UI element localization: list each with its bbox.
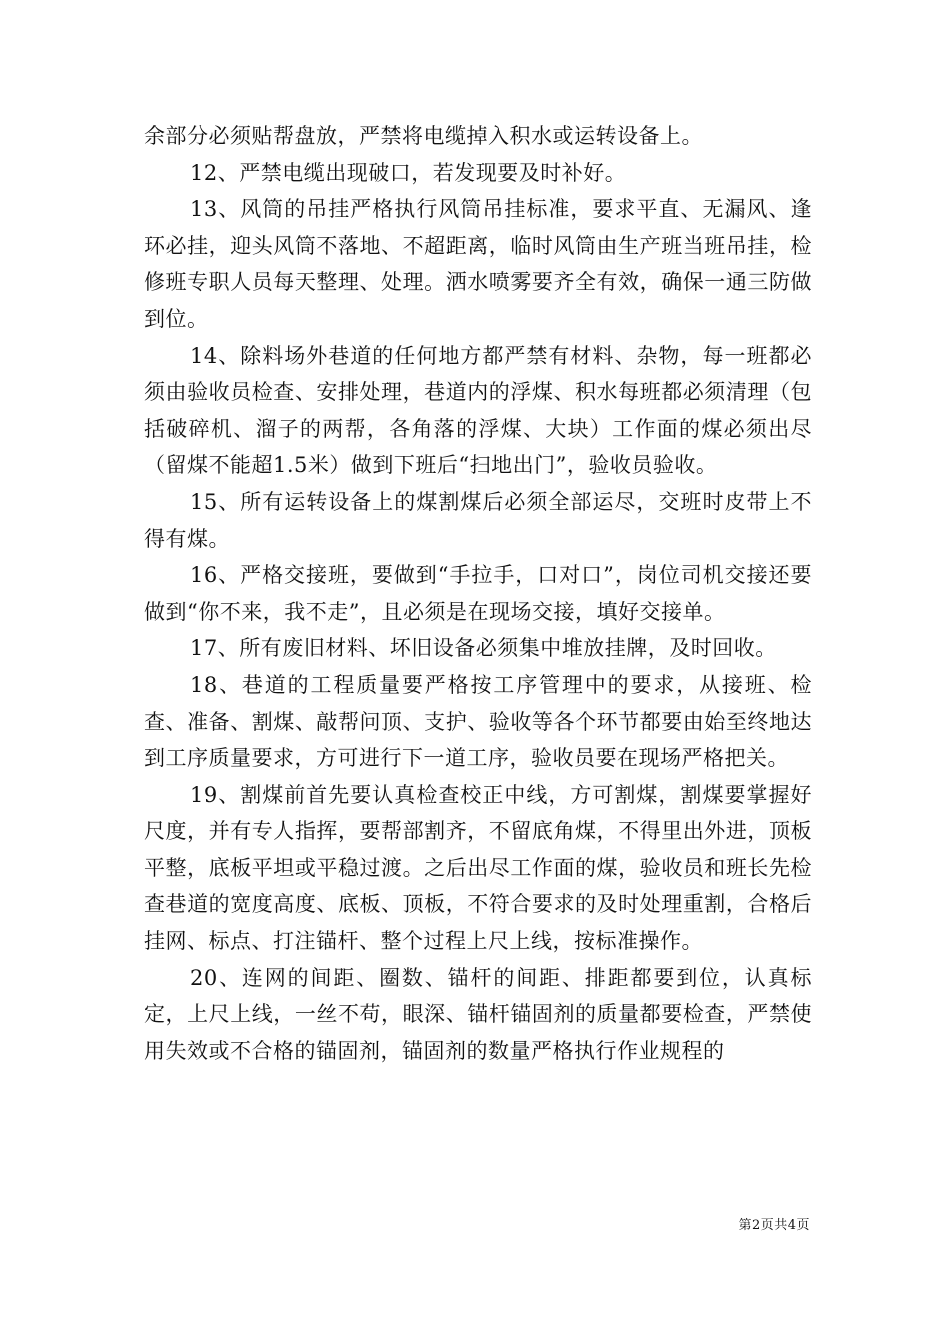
paragraph-item-20: 20、连网的间距、圈数、锚杆的间距、排距都要到位，认真标定，上尺上线，一丝不苟，眼深、锚杆锚固剂的质量都要检查，严禁使用失效或不合格的锚固剂，锚固剂的数量严格执行作业规程的: [144, 965, 812, 1063]
paragraph-item-17: 17、所有废旧材料、坏旧设备必须集中堆放挂牌，及时回收。: [190, 636, 777, 661]
paragraph-item-18: 18、巷道的工程质量要严格按工序管理中的要求，从接班、检查、准备、割煤、敲帮问顶、支护、验收等各个环节都要由始至终地达到工序质量要求，方可进行下一道工序，验收员要在现场严格把关。: [144, 672, 812, 771]
paragraph-item-15: 15、所有运转设备上的煤割煤后必须全部运尽，交班时皮带上不得有煤。: [144, 489, 812, 551]
paragraph-item-16: 16、严格交接班，要做到“手拉手，口对口”，岗位司机交接还要做到“你不来，我不走”，且必须是在现场交接，填好交接单。: [144, 563, 812, 624]
paragraph-item-12: 12、严禁电缆出现破口，若发现要及时补好。: [190, 160, 627, 185]
paragraph-item-13: 13、风筒的吊挂严格执行风筒吊挂标准，要求平直、无漏风、逢环必挂，迎头风筒不落地、不超距离，临时风筒由生产班当班吊挂，检修班专职人员每天整理、处理。洒水喷雾要齐全有效，确保一通三防做到位。: [144, 197, 812, 331]
page-number: 第2页共4页: [738, 1218, 810, 1233]
paragraph-item-14: 14、除料场外巷道的任何地方都严禁有材料、杂物，每一班都必须由验收员检查、安排处理，巷道内的浮煤、积水每班都必须清理（包括破碎机、溜子的两帮，各角落的浮煤、大块）工作面的煤必须出尽（留煤不能超1.5米）做到下班后“扫地出门”，验收员验收。: [144, 343, 812, 478]
paragraph-continuation: 余部分必须贴帮盘放，严禁将电缆掉入积水或运转设备上。: [144, 124, 703, 148]
document-body: [144, 118, 812, 1069]
paragraph-item-19: 19、割煤前首先要认真检查校正中线，方可割煤，割煤要掌握好尺度，并有专人指挥，要帮部割齐，不留底角煤，不得里出外进，顶板平整，底板平坦或平稳过渡。之后出尽工作面的煤，验收员和班长先检查巷道的宽度高度、底板、顶板，不符合要求的及时处理重割，合格后挂网、标点、打注锚杆、整个过程上尺上线，按标准操作。: [144, 782, 812, 954]
